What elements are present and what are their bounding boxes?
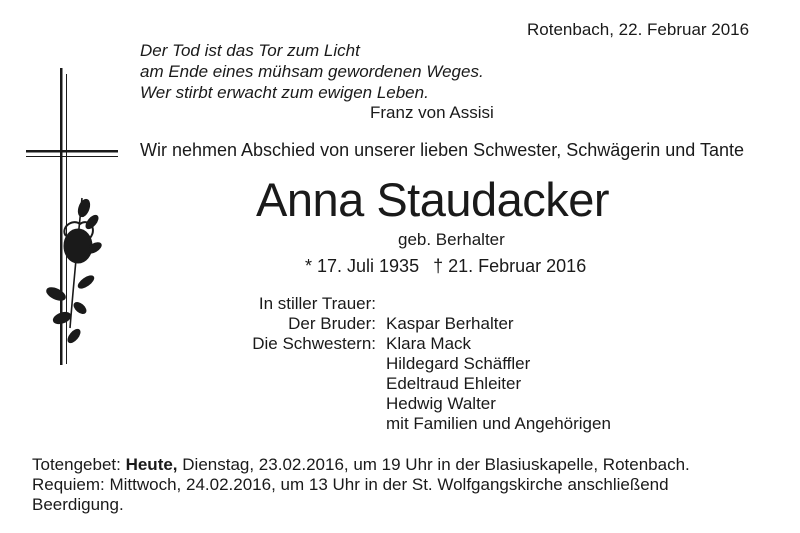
burial-info: Beerdigung.	[32, 495, 124, 514]
mourner-name: mit Familien und Angehörigen	[386, 414, 611, 433]
place-date: Rotenbach, 22. Februar 2016	[527, 20, 750, 39]
birth-date: * 17. Juli 1935	[305, 256, 420, 276]
mourner-name: Hedwig Walter	[386, 394, 496, 413]
quote-line: am Ende eines mühsam gewordenen Weges.	[140, 62, 484, 81]
farewell-text: Wir nehmen Abschied von unserer lieben Schwester, Schwägerin und Tante	[140, 140, 745, 160]
death-date: † 21. Februar 2016	[433, 256, 587, 276]
cross-icon	[26, 68, 118, 365]
prayer-details: Dienstag, 23.02.2016, um 19 Uhr in der Blasiuskapelle, Rotenbach.	[177, 455, 690, 474]
mourner-labels	[200, 294, 376, 354]
maiden-name: geb. Berhalter	[398, 230, 505, 249]
quote-line: Der Tod ist das Tor zum Licht	[140, 41, 360, 60]
deceased-name: Anna Staudacker	[256, 173, 610, 226]
quote-author: Franz von Assisi	[370, 103, 494, 122]
prayer-label: Totengebet:	[32, 455, 126, 474]
mourner-name: Hildegard Schäffler	[386, 354, 531, 373]
prayer-today: Heute,	[125, 455, 178, 474]
service-info	[32, 455, 690, 515]
prayer-info	[32, 455, 690, 475]
quote	[140, 40, 484, 103]
mourner-name: Edeltraud Ehleiter	[386, 374, 522, 393]
mourner-label: Der Bruder:	[288, 314, 376, 333]
mourner-names	[386, 314, 611, 434]
mourner-name: Kaspar Berhalter	[386, 314, 514, 333]
mourner-label: Die Schwestern:	[252, 334, 376, 353]
rose-icon	[45, 198, 103, 345]
mourner-label: In stiller Trauer:	[258, 294, 376, 313]
life-dates	[305, 256, 586, 277]
mourner-name: Klara Mack	[386, 334, 472, 353]
requiem-info: Requiem: Mittwoch, 24.02.2016, um 13 Uhr in der St. Wolfgangskirche anschließend	[32, 475, 669, 494]
quote-line: Wer stirbt erwacht zum ewigen Leben.	[140, 83, 429, 102]
cross-with-rose-icon	[20, 68, 120, 368]
